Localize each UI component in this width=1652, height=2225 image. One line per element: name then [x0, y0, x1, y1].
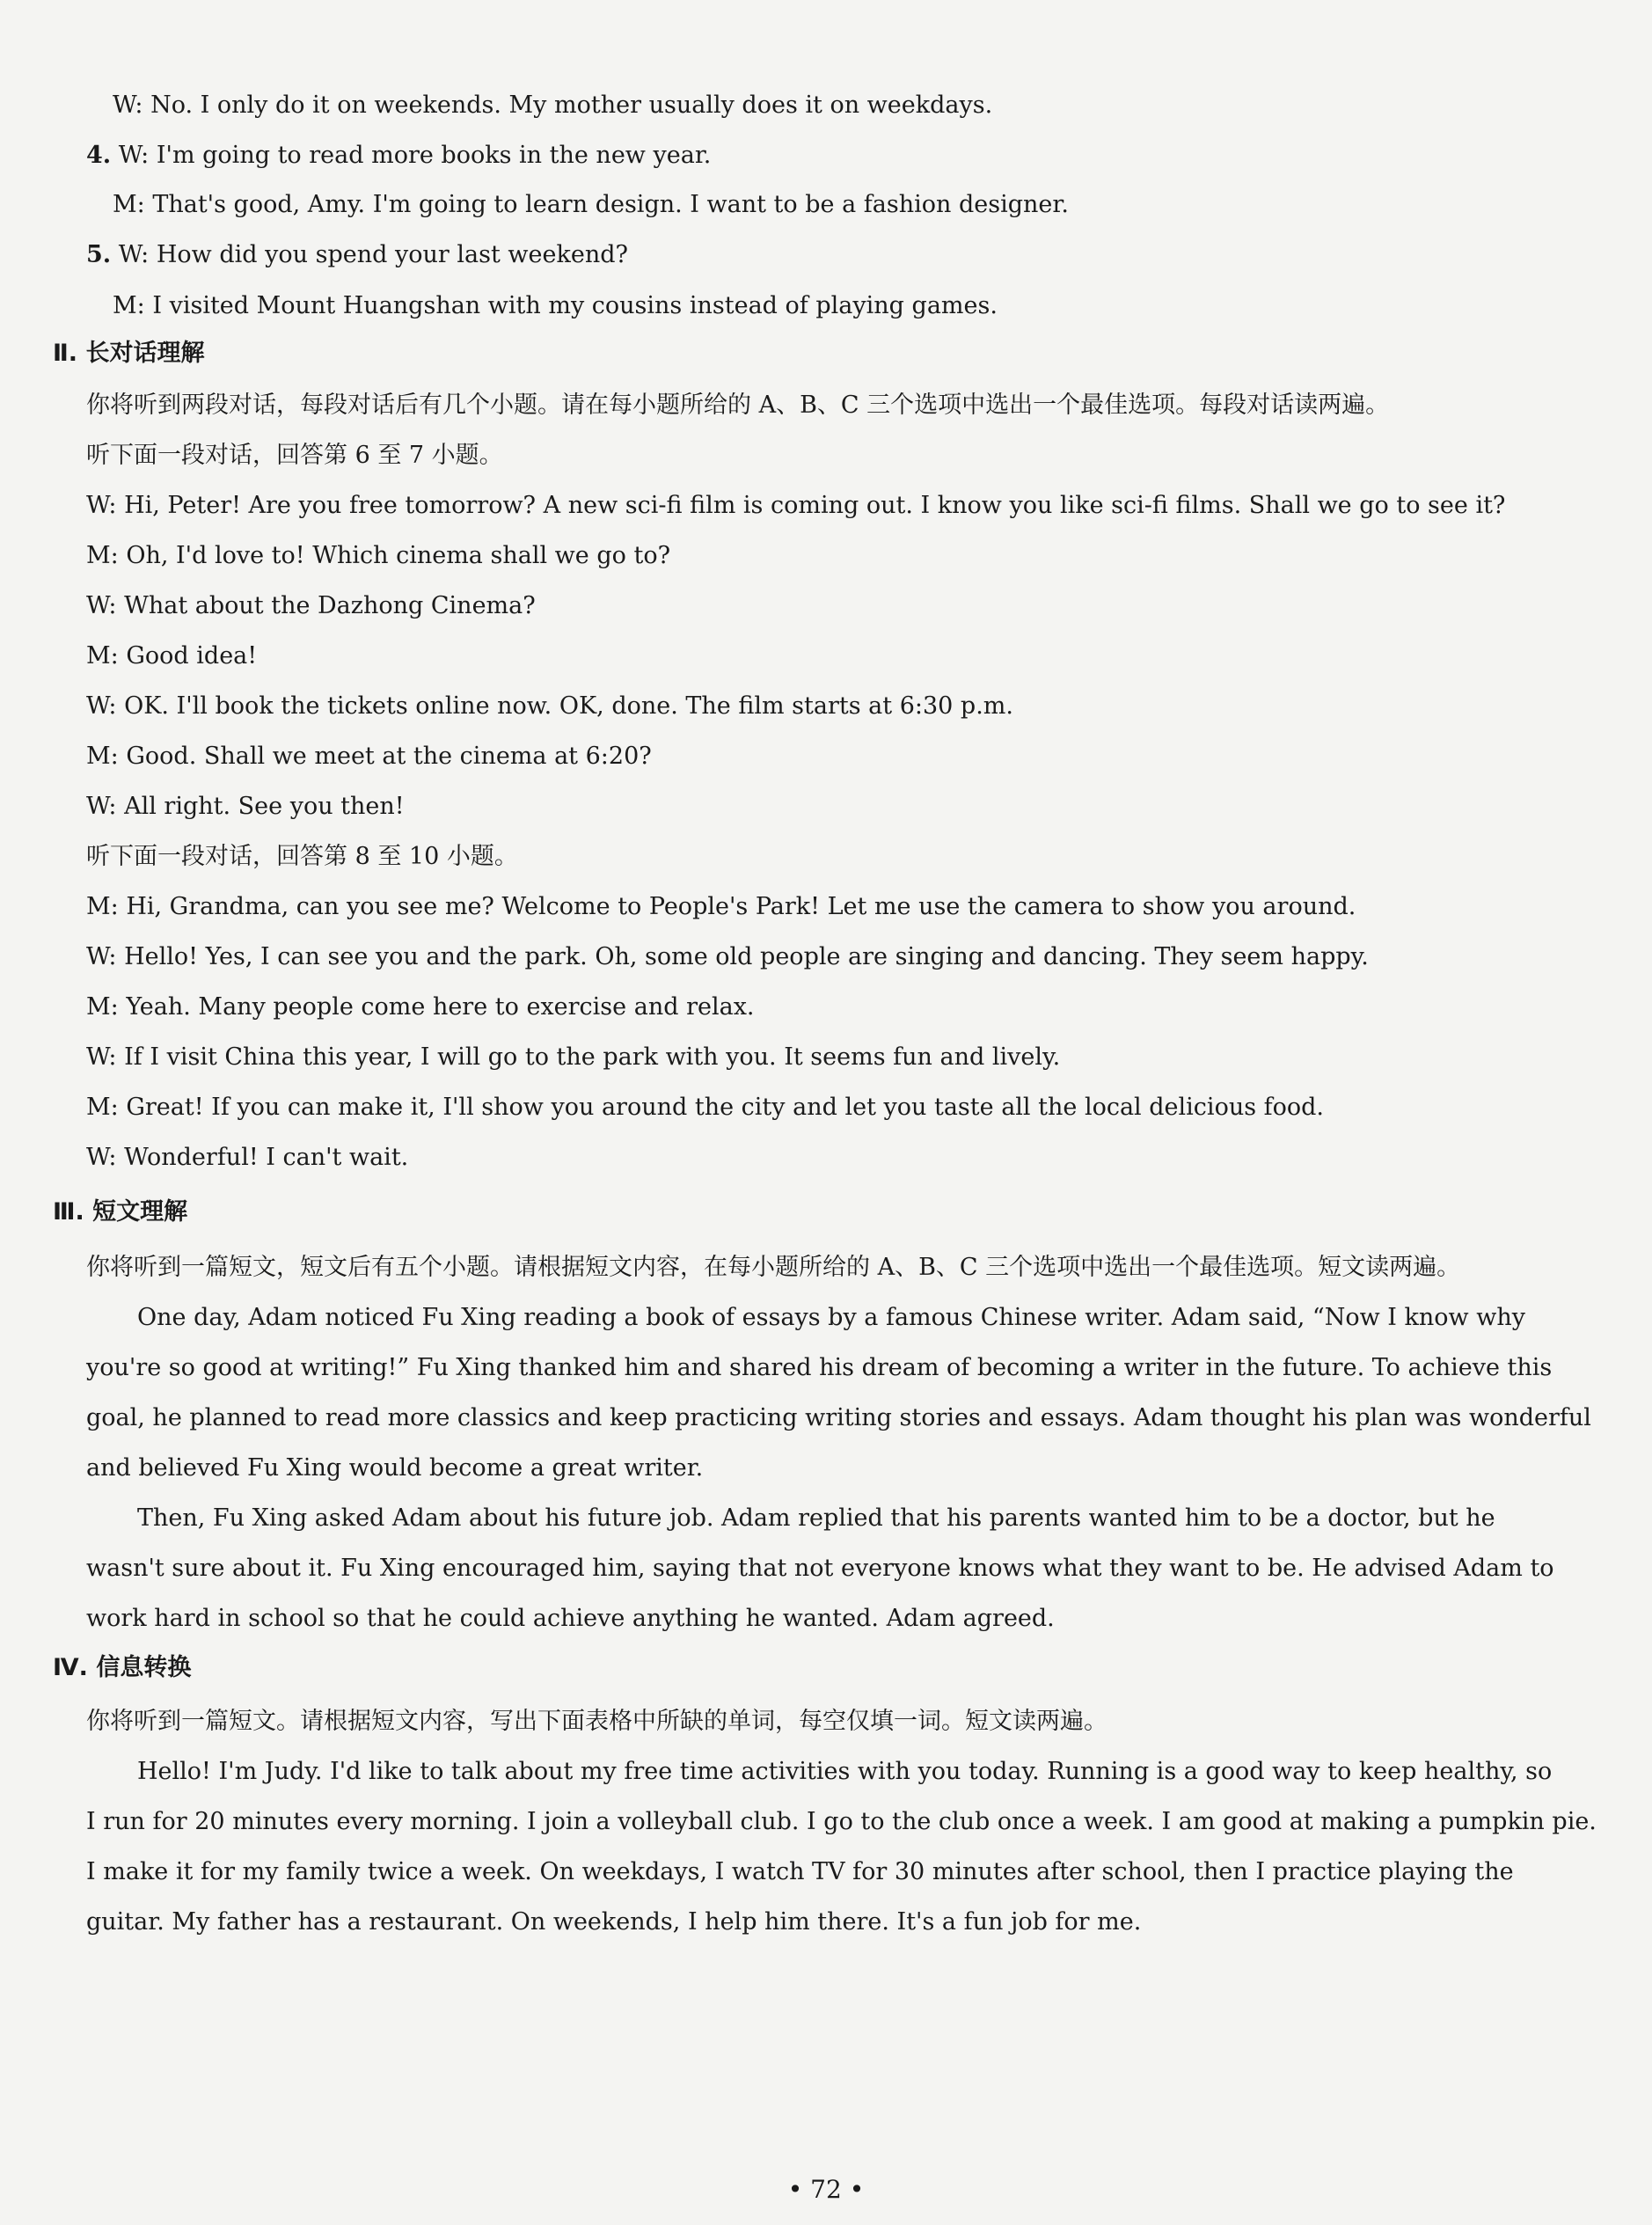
- dialog-line: W: No. I only do it on weekends. My mother usually does it on weekdays.: [113, 91, 993, 119]
- dialog-line: M: Good. Shall we meet at the cinema at 6:20?: [86, 743, 652, 770]
- section-4-instruction: 你将听到一篇短文。请根据短文内容，写出下面表格中所缺的单词，每空仅填一词。短文读两遍。: [86, 1708, 1107, 1735]
- dialog-line: W: Wonderful! I can't wait.: [86, 1144, 409, 1171]
- dialog-line: W: All right. See you then!: [86, 793, 405, 820]
- dialog-line: M: Good idea!: [86, 642, 258, 670]
- dialog-line: M: Yeah. Many people come here to exercise and relax.: [86, 993, 755, 1021]
- passage-line: One day, Adam noticed Fu Xing reading a book of essays by a famous Chinese writer. Adam said, “Now I know why: [137, 1304, 1525, 1331]
- dialog-line: W: How did you spend your last weekend?: [118, 241, 628, 268]
- dialog-line: M: That's good, Amy. I'm going to learn design. I want to be a fashion designer.: [113, 191, 1069, 218]
- dialog-line: M: Great! If you can make it, I'll show you around the city and let you taste all the local delicious food.: [86, 1094, 1325, 1121]
- question-4-line: [86, 140, 711, 172]
- passage-line: and believed Fu Xing would become a great writer.: [86, 1454, 704, 1482]
- passage-line: goal, he planned to read more classics and keep practicing writing stories and essays. Adam thought his plan was wonderful: [86, 1404, 1591, 1431]
- dialog-line: M: Oh, I'd love to! Which cinema shall we go to?: [86, 542, 671, 569]
- dialog-line: M: Hi, Grandma, can you see me? Welcome to People's Park! Let me use the camera to show you around.: [86, 893, 1356, 920]
- dialog-line: W: OK. I'll book the tickets online now. OK, done. The film starts at 6:30 p.m.: [86, 692, 1013, 720]
- section-3-instruction: 你将听到一篇短文，短文后有五个小题。请根据短文内容，在每小题所给的 A、B、C 三个选项中选出一个最佳选项。短文读两遍。: [86, 1254, 1461, 1281]
- dialog-line: W: Hello! Yes, I can see you and the park. Oh, some old people are singing and dancing. They seem happy.: [86, 943, 1369, 970]
- dialog-line: W: I'm going to read more books in the new year.: [118, 142, 712, 169]
- section-2-instruction: 你将听到两段对话，每段对话后有几个小题。请在每小题所给的 A、B、C 三个选项中选出一个最佳选项。每段对话读两遍。: [86, 392, 1390, 419]
- question-number: 5.: [86, 241, 112, 268]
- dialog-line: W: What about the Dazhong Cinema?: [86, 592, 536, 619]
- dialog-2-intro: 听下面一段对话，回答第 8 至 10 小题。: [86, 843, 518, 870]
- passage-line: Hello! I'm Judy. I'd like to talk about my free time activities with you today. Running is a good way to keep healthy, so: [137, 1758, 1553, 1785]
- passage-line: wasn't sure about it. Fu Xing encouraged him, saying that not everyone knows what they want to be. He advised Adam to: [86, 1555, 1554, 1582]
- passage-line: guitar. My father has a restaurant. On weekends, I help him there. It's a fun job for me.: [86, 1908, 1142, 1936]
- passage-line: work hard in school so that he could achieve anything he wanted. Adam agreed.: [86, 1605, 1055, 1632]
- section-3-heading: Ⅲ. 短文理解: [53, 1198, 188, 1226]
- passage-line: Then, Fu Xing asked Adam about his future job. Adam replied that his parents wanted him to be a doctor, but he: [137, 1504, 1495, 1532]
- question-number: 4.: [86, 142, 112, 169]
- section-4-heading: Ⅳ. 信息转换: [53, 1654, 192, 1681]
- dialog-line: W: If I visit China this year, I will go to the park with you. It seems fun and lively.: [86, 1043, 1061, 1071]
- dialog-line: W: Hi, Peter! Are you free tomorrow? A new sci-fi film is coming out. I know you like sci-fi films. Shall we go to see it?: [86, 492, 1506, 519]
- section-2-heading: Ⅱ. 长对话理解: [53, 340, 205, 367]
- dialog-1-intro: 听下面一段对话，回答第 6 至 7 小题。: [86, 442, 503, 469]
- passage-line: I make it for my family twice a week. On weekdays, I watch TV for 30 minutes after school, then I practice playing the: [86, 1858, 1514, 1885]
- page-number: • 72 •: [787, 2175, 865, 2204]
- passage-line: I run for 20 minutes every morning. I join a volleyball club. I go to the club once a week. I am good at making a pumpkin pie.: [86, 1808, 1597, 1835]
- dialog-line: M: I visited Mount Huangshan with my cousins instead of playing games.: [113, 292, 998, 319]
- passage-line: you're so good at writing!” Fu Xing thanked him and shared his dream of becoming a writer in the future. To achieve this: [86, 1354, 1553, 1381]
- question-5-line: [86, 239, 628, 271]
